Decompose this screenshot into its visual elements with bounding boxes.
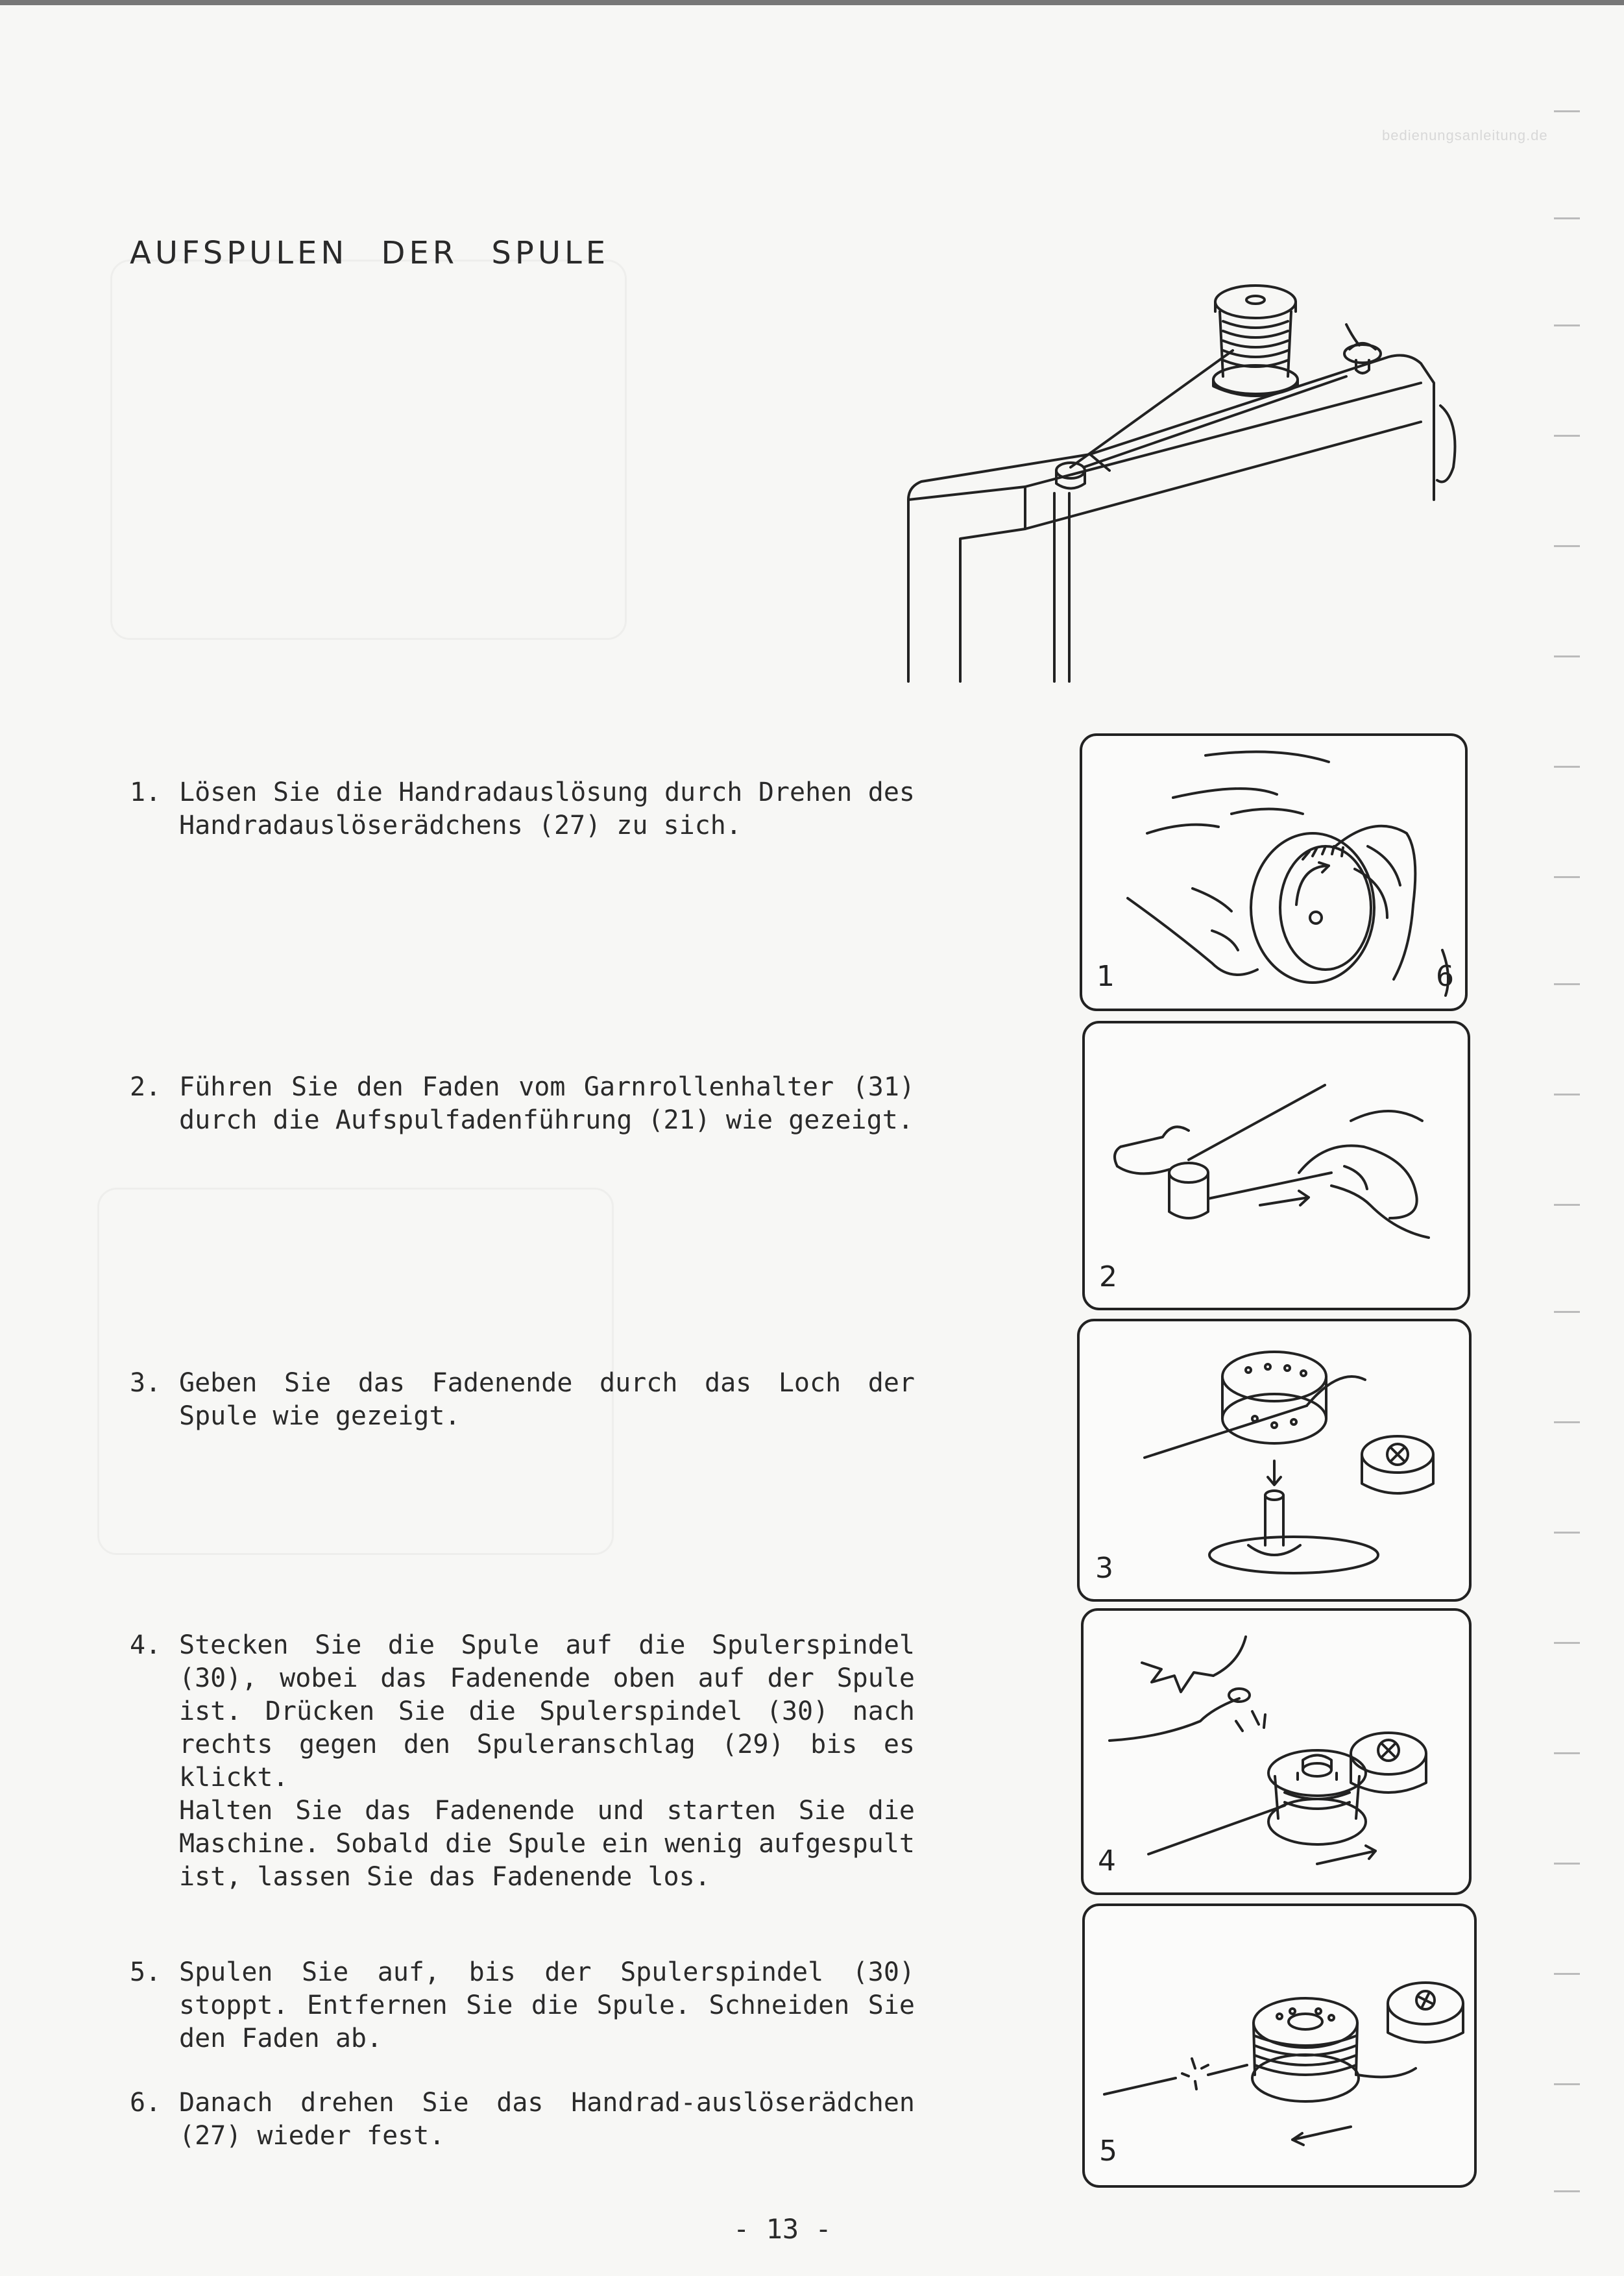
step-text-paragraph: Halten Sie das Fadenende und starten Sie die Maschine. Sobald die Spule ein wenig aufgespult ist, lassen Sie das Fadenende los.: [179, 1796, 915, 1892]
margin-mark: [1554, 1973, 1580, 1975]
step-number: 6.: [130, 2088, 162, 2118]
step-number: 1.: [130, 777, 162, 807]
margin-mark: [1554, 766, 1580, 768]
margin-mark: [1554, 1204, 1580, 1206]
step-6: [130, 2086, 915, 2153]
watermark: bedienungsanleitung.de: [1382, 127, 1548, 143]
bobbin-wound-illustration: [1085, 1906, 1474, 2185]
margin-mark: [1554, 1421, 1580, 1423]
step-text: Führen Sie den Faden vom Garnrollenhalter (31) durch die Aufspulfadenführung (21) wie gezeigt.: [179, 1072, 915, 1135]
margin-mark: [1554, 655, 1580, 657]
margin-mark: [1554, 2083, 1580, 2085]
margin-mark: [1554, 324, 1580, 326]
bobbin-thread-illustration: [1080, 1321, 1469, 1599]
margin-mark: [1554, 1863, 1580, 1865]
margin-mark: [1554, 545, 1580, 547]
margin-mark: [1554, 1532, 1580, 1534]
margin-mark: [1554, 1752, 1580, 1754]
margin-mark: [1554, 1094, 1580, 1095]
figure-4: [1081, 1608, 1472, 1895]
step-number: 2.: [130, 1072, 162, 1102]
figure-label: 3: [1095, 1552, 1113, 1585]
page-number: - 13 -: [733, 2213, 832, 2245]
margin-mark: [1554, 1642, 1580, 1644]
page-title: AUFSPULEN DER SPULE: [130, 235, 610, 272]
figure-label: 1: [1097, 960, 1115, 993]
figure-label: 2: [1099, 1260, 1117, 1293]
margin-mark: [1554, 1311, 1580, 1313]
step-text: Spulen Sie auf, bis der Spulerspindel (30) stoppt. Entfernen Sie die Spule. Schneiden Sie den Faden ab.: [179, 1957, 915, 2053]
thread-guide-illustration: [1085, 1023, 1468, 1308]
figure-1: [1080, 733, 1468, 1011]
step-text: Lösen Sie die Handradauslösung durch Drehen des Handradauslöserädchens (27) zu sich.: [179, 777, 915, 840]
step-4: [130, 1629, 915, 1894]
margin-mark: [1554, 983, 1580, 985]
margin-mark: [1554, 876, 1580, 878]
step-text-paragraph: Stecken Sie die Spule auf die Spulerspindel (30), wobei das Fadenende oben auf der Spule ist. Drücken Sie die Spulerspindel (30) nach rechts gegen den Spuleranschlag (29) bis es klickt.: [179, 1630, 915, 1793]
step-text: [179, 1629, 915, 1894]
step-number: 3.: [130, 1368, 162, 1398]
machine-top-illustration: [895, 273, 1466, 688]
step-5: [130, 1956, 915, 2055]
margin-mark: [1554, 110, 1580, 112]
figure-2: [1082, 1021, 1470, 1310]
bleed-through-frame: [110, 260, 627, 640]
bobbin-winding-start-illustration: [1084, 1611, 1469, 1892]
figure-label: 5: [1099, 2135, 1117, 2168]
step-number: 5.: [130, 1957, 162, 1987]
figure-label: 4: [1098, 1844, 1116, 1878]
figure-label: 6: [1436, 960, 1454, 993]
figure-5: [1082, 1903, 1477, 2188]
margin-mark: [1554, 217, 1580, 219]
step-1: [130, 776, 915, 842]
margin-mark: [1554, 435, 1580, 437]
step-3: [130, 1367, 915, 1433]
step-text: Geben Sie das Fadenende durch das Loch der Spule wie gezeigt.: [179, 1368, 915, 1431]
step-2: [130, 1071, 915, 1137]
margin-mark: [1554, 2190, 1580, 2192]
figure-3: [1077, 1319, 1472, 1602]
top-border-line: [0, 0, 1624, 5]
step-number: 4.: [130, 1630, 162, 1660]
step-text: Danach drehen Sie das Handrad-auslöserädchen (27) wieder fest.: [179, 2088, 915, 2151]
handwheel-release-illustration: [1082, 736, 1465, 1009]
